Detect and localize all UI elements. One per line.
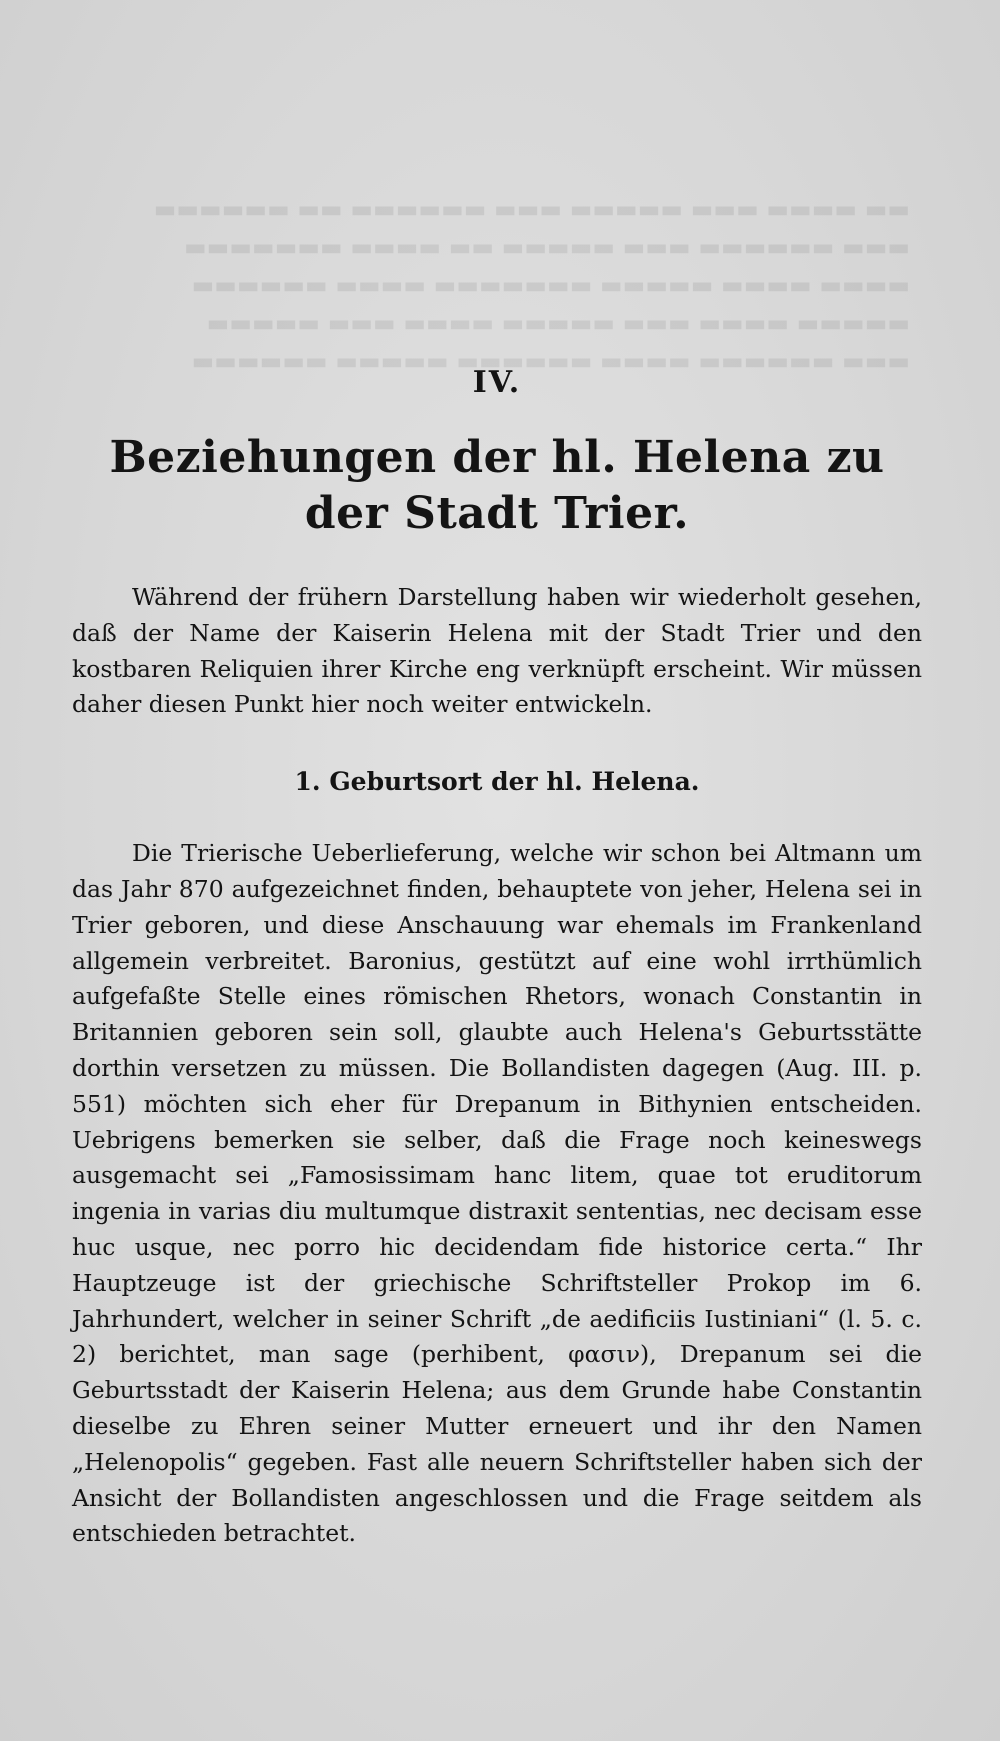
section-paragraph: Die Trierische Ueberlieferung, welche wir schon bei Altmann um das Jahr 870 aufgezeichnet finden, behauptete von jeher, Helena sei in Trier geboren, und diese Anschauung war ehemals im Frankenland allgemein verbreitet. Baronius, gestützt auf eine wohl irrthümlich aufgefaßte Stelle eines römischen Rhetors, wonach Constantin in Britannien geboren sein soll, glaubte auch Helena's Geburtsstätte dorthin versetzen zu müssen. Die Bollandisten dagegen (Aug. III. p. 551) möchten sich eher für Drepanum in Bithynien entscheiden. Uebrigens bemerken sie selber, daß die Frage noch keineswegs ausgemacht sei „Famosissimam hanc litem, quae tot eruditorum ingenia in varias diu multumque distraxit sententias, nec decisam esse huc usque, nec porro hic decidendam fide historice certa.“ Ihr Hauptzeuge ist der griechische Schriftsteller Prokop im 6. Jahrhundert, welcher in seiner Schrift „de aedificiis Iustiniani“ (l. 5. c. 2) berichtet, man sage (perhibent, φασιν), Drepanum sei die Geburtsstadt der Kaiserin Helena; aus dem Grunde habe Constantin dieselbe zu Ehren seiner Mutter erneuert und ihr den Namen „Helenopolis“ gegeben. Fast alle neuern Schriftsteller haben sich der Ansicht der Bollandisten angeschlossen und die Frage seitdem als entschieden betrachtet. xyxy=(72,839,922,1548)
page-content xyxy=(72,365,922,1552)
section-heading: 1. Geburtsort der hl. Helena. xyxy=(294,767,700,797)
bleed-through-texture: ▬▬ ▬▬▬▬ ▬▬▬ ▬▬▬▬▬ ▬▬▬ ▬▬▬▬▬▬ ▬▬ ▬▬▬▬▬▬ ▬▬▬ ▬▬▬▬▬▬ ▬▬▬ ▬▬▬▬▬ ▬▬ ▬▬▬▬ ▬▬▬▬▬▬▬ ▬▬▬▬ ▬▬▬▬ ▬▬▬▬▬ ▬▬▬▬▬▬▬ ▬▬▬▬ ▬▬▬▬▬▬ ▬▬▬▬▬ ▬▬▬▬ ▬▬▬ ▬▬▬▬▬ ▬▬▬▬ ▬▬▬ ▬▬▬▬▬ ▬▬▬ ▬▬▬▬▬▬ ▬▬▬▬ ▬▬▬▬▬▬ ▬▬▬▬▬ ▬▬▬▬▬▬ xyxy=(153,195,910,375)
chapter-number: IV. xyxy=(472,365,522,400)
intro-paragraph: Während der frühern Darstellung haben wir wiederholt gesehen, daß der Name der Kaiserin Helena mit der Stadt Trier und den kostbaren Reliquien ihrer Kirche eng verknüpft erscheint. Wir müssen daher diesen Punkt hier noch weiter entwickeln. xyxy=(72,583,922,719)
chapter-title: Beziehungen der hl. Helena zu der Stadt Trier. xyxy=(109,432,885,539)
